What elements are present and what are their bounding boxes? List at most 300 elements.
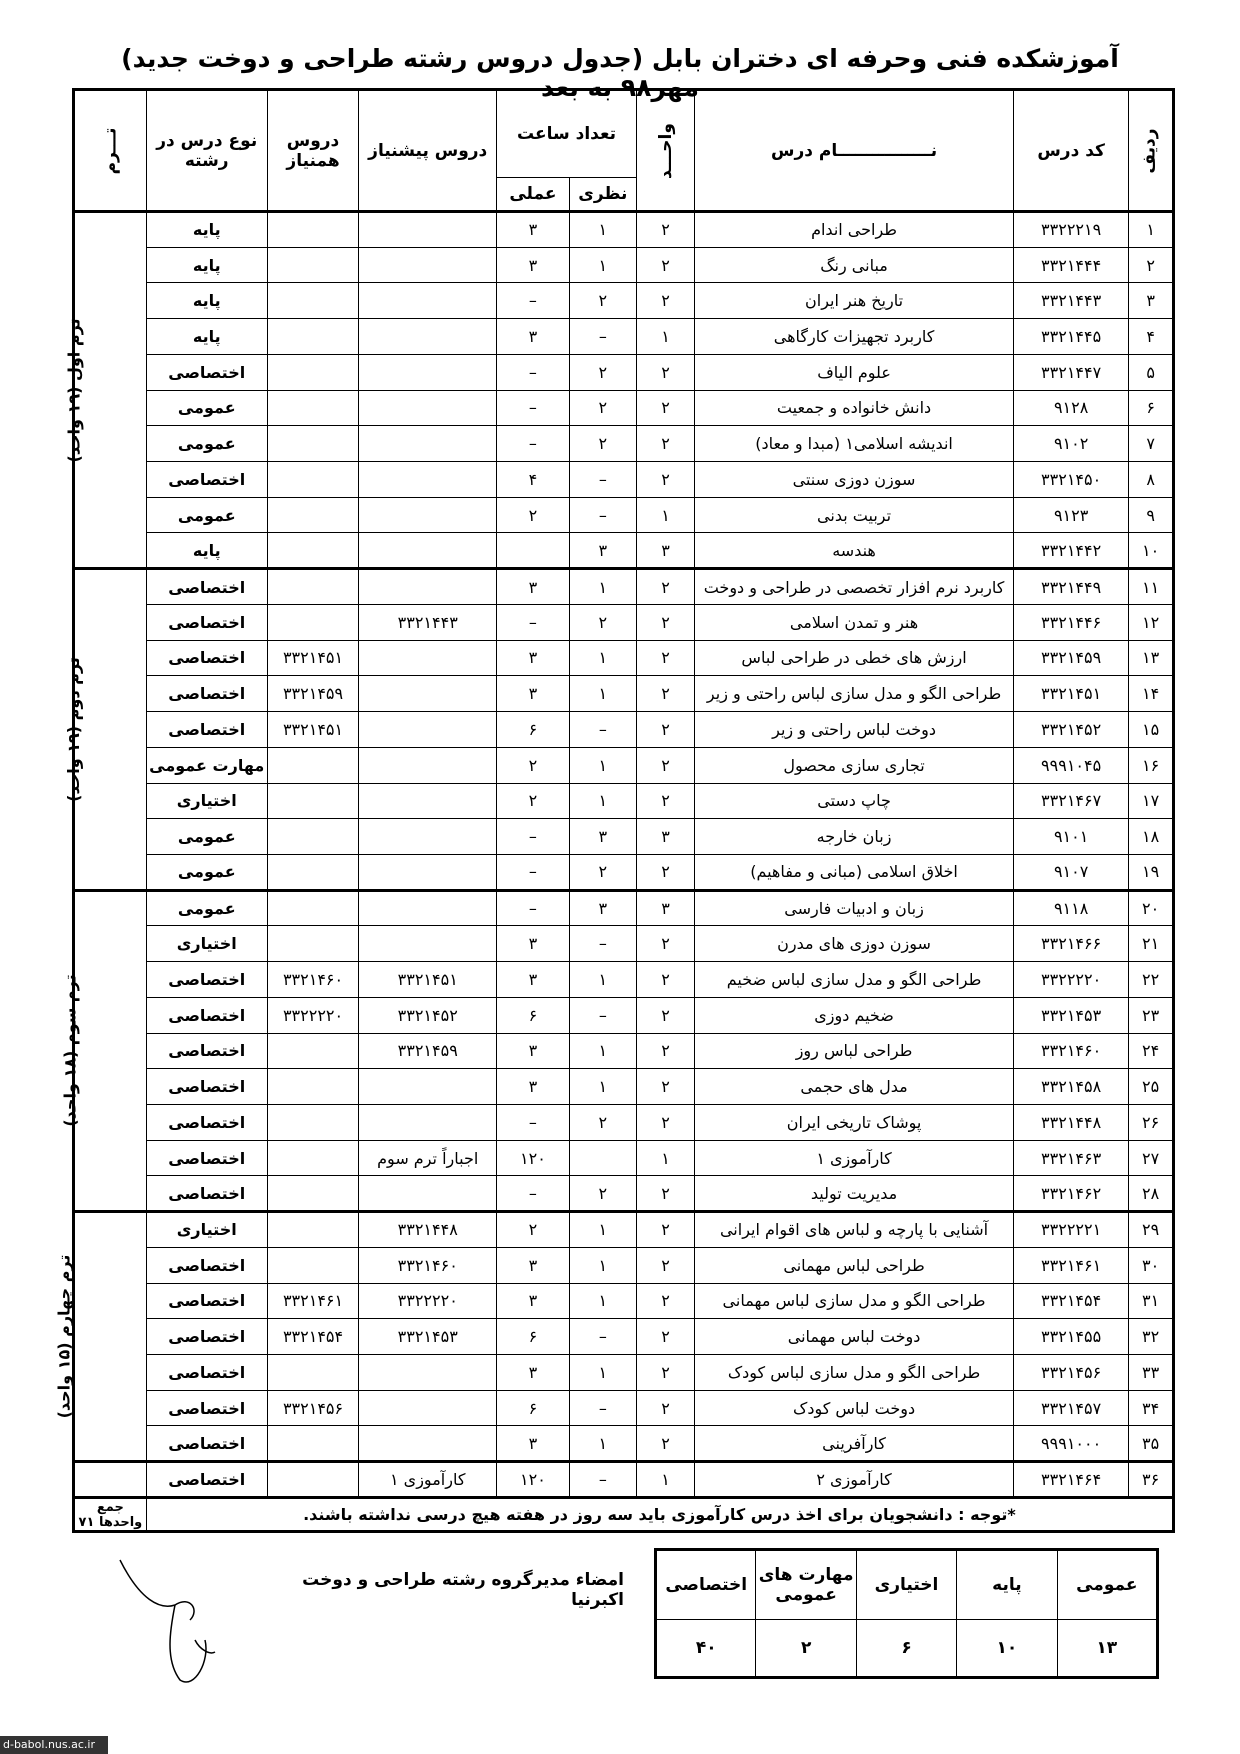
course-type: اختصاصی bbox=[146, 569, 267, 605]
units: ۳ bbox=[636, 819, 694, 855]
course-type: اختصاصی bbox=[146, 712, 267, 748]
row-number: ۲۵ bbox=[1129, 1069, 1174, 1105]
table-row bbox=[74, 712, 1174, 748]
prerequisite bbox=[359, 676, 497, 712]
course-type: اختصاصی bbox=[146, 1355, 267, 1391]
practical-hours: – bbox=[497, 426, 570, 462]
theory-hours: – bbox=[569, 997, 636, 1033]
practical-hours: ۳ bbox=[497, 319, 570, 355]
practical-hours: – bbox=[497, 819, 570, 855]
course-code: ۳۳۲۱۴۶۱ bbox=[1014, 1247, 1129, 1283]
theory-hours: ۳ bbox=[569, 890, 636, 926]
row-number: ۱۲ bbox=[1129, 604, 1174, 640]
semester-text: ترم دوم (۱۹ واحد) bbox=[63, 657, 83, 802]
corequisite bbox=[267, 1426, 359, 1462]
course-code: ۳۳۲۱۴۴۹ bbox=[1014, 569, 1129, 605]
practical-hours: ۲ bbox=[497, 783, 570, 819]
semester-label bbox=[74, 1462, 147, 1498]
course-code: ۳۳۲۱۴۵۵ bbox=[1014, 1319, 1129, 1355]
course-name: مبانی رنگ bbox=[695, 247, 1014, 283]
course-code: ۹۹۹۱۰۰۰ bbox=[1014, 1426, 1129, 1462]
units: ۲ bbox=[636, 212, 694, 248]
summary-label: پایه bbox=[957, 1550, 1057, 1620]
table-row bbox=[74, 319, 1174, 355]
table-row bbox=[74, 354, 1174, 390]
practical-hours: ۳ bbox=[497, 1247, 570, 1283]
prerequisite bbox=[359, 533, 497, 569]
course-type: عمومی bbox=[146, 426, 267, 462]
corequisite bbox=[267, 854, 359, 890]
row-number: ۹ bbox=[1129, 497, 1174, 533]
theory-hours: – bbox=[569, 319, 636, 355]
header-type: نوع درس در رشته bbox=[146, 90, 267, 212]
theory-hours: ۱ bbox=[569, 1212, 636, 1248]
row-number: ۳۶ bbox=[1129, 1462, 1174, 1498]
course-code: ۳۳۲۱۴۵۰ bbox=[1014, 462, 1129, 498]
semester-label bbox=[54, 1212, 147, 1462]
course-type: اختصاصی bbox=[146, 1319, 267, 1355]
prerequisite: اجباراً ترم سوم bbox=[359, 1140, 497, 1176]
row-number: ۲۹ bbox=[1129, 1212, 1174, 1248]
course-code: ۳۳۲۱۴۵۷ bbox=[1014, 1390, 1129, 1426]
table-row bbox=[74, 640, 1174, 676]
course-name: کاربرد تجهیزات کارگاهی bbox=[695, 319, 1014, 355]
theory-hours: – bbox=[569, 1319, 636, 1355]
units: ۲ bbox=[636, 1426, 694, 1462]
course-name: زبان خارجه bbox=[695, 819, 1014, 855]
prerequisite: ۳۳۲۱۴۵۲ bbox=[359, 997, 497, 1033]
corequisite bbox=[267, 462, 359, 498]
units: ۲ bbox=[636, 1176, 694, 1212]
course-name: کاربرد نرم افزار تخصصی در طراحی و دوخت bbox=[695, 569, 1014, 605]
practical-hours: ۳ bbox=[497, 962, 570, 998]
summary-table bbox=[654, 1548, 1159, 1679]
practical-hours: ۲ bbox=[497, 497, 570, 533]
prerequisite: کارآموزی ۱ bbox=[359, 1462, 497, 1498]
row-number: ۳۵ bbox=[1129, 1426, 1174, 1462]
units: ۲ bbox=[636, 854, 694, 890]
course-code: ۳۳۲۱۴۵۴ bbox=[1014, 1283, 1129, 1319]
course-type: اختصاصی bbox=[146, 1140, 267, 1176]
header-row-no: ردیف bbox=[1129, 90, 1174, 212]
theory-hours: ۱ bbox=[569, 212, 636, 248]
table-row bbox=[74, 1176, 1174, 1212]
theory-hours: ۱ bbox=[569, 962, 636, 998]
course-name: ضخیم دوزی bbox=[695, 997, 1014, 1033]
practical-hours: ۳ bbox=[497, 1033, 570, 1069]
theory-hours: ۱ bbox=[569, 1426, 636, 1462]
corequisite bbox=[267, 354, 359, 390]
course-code: ۹۹۹۱۰۴۵ bbox=[1014, 747, 1129, 783]
prerequisite: ۳۳۲۱۴۵۱ bbox=[359, 962, 497, 998]
course-type: عمومی bbox=[146, 497, 267, 533]
summary-label: عمومی bbox=[1057, 1550, 1157, 1620]
header-units: واحـــد bbox=[636, 90, 694, 212]
table-row bbox=[74, 1390, 1174, 1426]
corequisite bbox=[267, 604, 359, 640]
course-type: اختصاصی bbox=[146, 640, 267, 676]
units: ۲ bbox=[636, 390, 694, 426]
units: ۲ bbox=[636, 783, 694, 819]
semester-label bbox=[60, 890, 147, 1211]
table-row bbox=[74, 1247, 1174, 1283]
theory-hours: – bbox=[569, 712, 636, 748]
row-number: ۴ bbox=[1129, 319, 1174, 355]
prerequisite bbox=[359, 569, 497, 605]
row-number: ۱۹ bbox=[1129, 854, 1174, 890]
course-type: اختصاصی bbox=[146, 1104, 267, 1140]
row-number: ۱۵ bbox=[1129, 712, 1174, 748]
course-name: طراحی الگو و مدل سازی لباس کودک bbox=[695, 1355, 1014, 1391]
header-name: نــــــــــــــــام درس bbox=[695, 90, 1014, 212]
prerequisite bbox=[359, 1104, 497, 1140]
prerequisite bbox=[359, 1426, 497, 1462]
course-name: طراحی اندام bbox=[695, 212, 1014, 248]
practical-hours: ۶ bbox=[497, 997, 570, 1033]
prerequisite bbox=[359, 1069, 497, 1105]
theory-hours: ۲ bbox=[569, 604, 636, 640]
table-row bbox=[74, 1033, 1174, 1069]
practical-hours: ۶ bbox=[497, 712, 570, 748]
row-number: ۳۰ bbox=[1129, 1247, 1174, 1283]
table-row bbox=[74, 926, 1174, 962]
corequisite bbox=[267, 1355, 359, 1391]
prerequisite bbox=[359, 926, 497, 962]
practical-hours: ۳ bbox=[497, 1069, 570, 1105]
total-units: جمع واحدها ۷۱ bbox=[74, 1498, 147, 1532]
table-row bbox=[74, 533, 1174, 569]
table-row bbox=[74, 1355, 1174, 1391]
prerequisite bbox=[359, 854, 497, 890]
practical-hours: ۴ bbox=[497, 462, 570, 498]
theory-hours: ۱ bbox=[569, 640, 636, 676]
theory-hours: ۱ bbox=[569, 1283, 636, 1319]
row-number: ۱۶ bbox=[1129, 747, 1174, 783]
course-code: ۳۳۲۱۴۴۷ bbox=[1014, 354, 1129, 390]
corequisite bbox=[267, 569, 359, 605]
course-name: مدل های حجمی bbox=[695, 1069, 1014, 1105]
table-row bbox=[74, 1104, 1174, 1140]
course-code: ۳۳۲۱۴۶۰ bbox=[1014, 1033, 1129, 1069]
course-type: اختصاصی bbox=[146, 462, 267, 498]
theory-hours: ۲ bbox=[569, 1176, 636, 1212]
practical-hours: ۳ bbox=[497, 212, 570, 248]
theory-hours: ۱ bbox=[569, 783, 636, 819]
corequisite bbox=[267, 747, 359, 783]
course-name: دوخت لباس کودک bbox=[695, 1390, 1014, 1426]
corequisite bbox=[267, 1247, 359, 1283]
course-name: طراحی الگو و مدل سازی لباس مهمانی bbox=[695, 1283, 1014, 1319]
units: ۲ bbox=[636, 1033, 694, 1069]
practical-hours: – bbox=[497, 1104, 570, 1140]
course-code: ۳۳۲۲۲۲۰ bbox=[1014, 962, 1129, 998]
summary-value: ۱۳ bbox=[1057, 1620, 1157, 1678]
table-row bbox=[74, 604, 1174, 640]
course-type: اختصاصی bbox=[146, 1247, 267, 1283]
units: ۲ bbox=[636, 1283, 694, 1319]
prerequisite bbox=[359, 212, 497, 248]
note-text: *توجه : دانشجویان برای اخذ درس کارآموزی باید سه روز در هفته هیچ درسی نداشته باشند. bbox=[146, 1498, 1173, 1532]
theory-hours bbox=[569, 1140, 636, 1176]
units: ۲ bbox=[636, 1069, 694, 1105]
corequisite bbox=[267, 890, 359, 926]
course-code: ۹۱۰۲ bbox=[1014, 426, 1129, 462]
table-row bbox=[74, 426, 1174, 462]
table-row bbox=[74, 212, 1174, 248]
units: ۲ bbox=[636, 1212, 694, 1248]
corequisite bbox=[267, 1462, 359, 1498]
course-code: ۳۳۲۱۴۶۷ bbox=[1014, 783, 1129, 819]
practical-hours: – bbox=[497, 854, 570, 890]
course-type: اختیاری bbox=[146, 783, 267, 819]
course-type: اختصاصی bbox=[146, 354, 267, 390]
theory-hours: ۳ bbox=[569, 819, 636, 855]
course-name: سوزن دوزی های مدرن bbox=[695, 926, 1014, 962]
semester-text: ترم اول (۱۹ واحد) bbox=[64, 318, 84, 463]
table-row bbox=[74, 1426, 1174, 1462]
theory-hours: ۱ bbox=[569, 676, 636, 712]
table-row bbox=[74, 676, 1174, 712]
table-row bbox=[74, 1283, 1174, 1319]
table-row bbox=[74, 783, 1174, 819]
course-type: پایه bbox=[146, 319, 267, 355]
row-number: ۳۱ bbox=[1129, 1283, 1174, 1319]
course-type: اختصاصی bbox=[146, 1426, 267, 1462]
course-type: اختصاصی bbox=[146, 1033, 267, 1069]
course-name: زبان و ادبیات فارسی bbox=[695, 890, 1014, 926]
corequisite: ۳۳۲۲۲۲۰ bbox=[267, 997, 359, 1033]
prerequisite bbox=[359, 319, 497, 355]
corequisite bbox=[267, 212, 359, 248]
practical-hours: – bbox=[497, 390, 570, 426]
table-row bbox=[74, 1319, 1174, 1355]
units: ۲ bbox=[636, 1355, 694, 1391]
table-row bbox=[74, 497, 1174, 533]
course-type: پایه bbox=[146, 212, 267, 248]
theory-hours: – bbox=[569, 1462, 636, 1498]
practical-hours: ۳ bbox=[497, 640, 570, 676]
course-code: ۳۳۲۱۴۴۴ bbox=[1014, 247, 1129, 283]
practical-hours: – bbox=[497, 604, 570, 640]
prerequisite: ۳۳۲۱۴۴۸ bbox=[359, 1212, 497, 1248]
corequisite: ۳۳۲۱۴۵۹ bbox=[267, 676, 359, 712]
table-row bbox=[74, 462, 1174, 498]
row-number: ۷ bbox=[1129, 426, 1174, 462]
units: ۲ bbox=[636, 640, 694, 676]
corequisite: ۳۳۲۱۴۶۱ bbox=[267, 1283, 359, 1319]
summary-label: اختصاصی bbox=[656, 1550, 756, 1620]
corequisite bbox=[267, 819, 359, 855]
row-number: ۱۸ bbox=[1129, 819, 1174, 855]
course-type: اختصاصی bbox=[146, 997, 267, 1033]
summary-value: ۶ bbox=[856, 1620, 956, 1678]
course-name: طراحی الگو و مدل سازی لباس راحتی و زیر bbox=[695, 676, 1014, 712]
units: ۲ bbox=[636, 712, 694, 748]
table-row bbox=[74, 1462, 1174, 1498]
course-name: دانش خانواده و جمعیت bbox=[695, 390, 1014, 426]
course-name: کارآموزی ۲ bbox=[695, 1462, 1014, 1498]
summary-label: اختیاری bbox=[856, 1550, 956, 1620]
units: ۱ bbox=[636, 1140, 694, 1176]
corequisite: ۳۳۲۱۴۵۱ bbox=[267, 712, 359, 748]
prerequisite: ۳۳۲۱۴۵۹ bbox=[359, 1033, 497, 1069]
theory-hours: ۲ bbox=[569, 283, 636, 319]
units: ۲ bbox=[636, 354, 694, 390]
units: ۲ bbox=[636, 283, 694, 319]
course-code: ۳۳۲۲۲۲۱ bbox=[1014, 1212, 1129, 1248]
course-code: ۳۳۲۱۴۴۶ bbox=[1014, 604, 1129, 640]
row-number: ۳ bbox=[1129, 283, 1174, 319]
course-name: پوشاک تاریخی ایران bbox=[695, 1104, 1014, 1140]
row-number: ۲۱ bbox=[1129, 926, 1174, 962]
course-code: ۹۱۱۸ bbox=[1014, 890, 1129, 926]
course-type: عمومی bbox=[146, 854, 267, 890]
table-row bbox=[74, 1069, 1174, 1105]
row-number: ۸ bbox=[1129, 462, 1174, 498]
units: ۳ bbox=[636, 533, 694, 569]
course-type: عمومی bbox=[146, 390, 267, 426]
corequisite bbox=[267, 247, 359, 283]
prerequisite bbox=[359, 247, 497, 283]
corequisite: ۳۳۲۱۴۵۱ bbox=[267, 640, 359, 676]
course-name: طراحی لباس مهمانی bbox=[695, 1247, 1014, 1283]
footer-logo[interactable]: d-babol.nus.ac.ir bbox=[0, 1736, 108, 1754]
row-number: ۲۶ bbox=[1129, 1104, 1174, 1140]
units: ۳ bbox=[636, 890, 694, 926]
course-name: ارزش های خطی در طراحی لباس bbox=[695, 640, 1014, 676]
practical-hours: ۲ bbox=[497, 747, 570, 783]
theory-hours: ۱ bbox=[569, 747, 636, 783]
corequisite bbox=[267, 1140, 359, 1176]
course-code: ۹۱۰۷ bbox=[1014, 854, 1129, 890]
course-code: ۳۳۲۲۲۱۹ bbox=[1014, 212, 1129, 248]
practical-hours: ۲ bbox=[497, 1212, 570, 1248]
practical-hours: ۱۲۰ bbox=[497, 1140, 570, 1176]
units: ۲ bbox=[636, 462, 694, 498]
header-term: تـــرم bbox=[74, 90, 147, 212]
row-number: ۱۱ bbox=[1129, 569, 1174, 605]
practical-hours: – bbox=[497, 890, 570, 926]
course-type: اختصاصی bbox=[146, 1283, 267, 1319]
course-name: چاپ دستی bbox=[695, 783, 1014, 819]
theory-hours: ۱ bbox=[569, 247, 636, 283]
units: ۲ bbox=[636, 997, 694, 1033]
course-name: تربیت بدنی bbox=[695, 497, 1014, 533]
course-code: ۳۳۲۱۴۴۸ bbox=[1014, 1104, 1129, 1140]
semester-text: ترم چهارم (۱۵ واحد) bbox=[54, 1254, 74, 1419]
practical-hours: – bbox=[497, 1176, 570, 1212]
theory-hours: ۱ bbox=[569, 1069, 636, 1105]
course-code: ۳۳۲۱۴۴۲ bbox=[1014, 533, 1129, 569]
course-type: اختصاصی bbox=[146, 1176, 267, 1212]
row-number: ۲۴ bbox=[1129, 1033, 1174, 1069]
signature-label: امضاء مدیرگروه رشته طراحی و دوخت اکبرنیا bbox=[302, 1570, 624, 1610]
units: ۲ bbox=[636, 1104, 694, 1140]
table-row bbox=[74, 569, 1174, 605]
course-type: اختصاصی bbox=[146, 604, 267, 640]
row-number: ۲ bbox=[1129, 247, 1174, 283]
course-name: تاریخ هنر ایران bbox=[695, 283, 1014, 319]
row-number: ۳۳ bbox=[1129, 1355, 1174, 1391]
theory-hours: – bbox=[569, 1390, 636, 1426]
course-type: عمومی bbox=[146, 890, 267, 926]
course-name: هندسه bbox=[695, 533, 1014, 569]
units: ۱ bbox=[636, 497, 694, 533]
practical-hours: – bbox=[497, 354, 570, 390]
course-name: کارآموزی ۱ bbox=[695, 1140, 1014, 1176]
table-row bbox=[74, 390, 1174, 426]
corequisite: ۳۳۲۱۴۶۰ bbox=[267, 962, 359, 998]
units: ۱ bbox=[636, 319, 694, 355]
units: ۲ bbox=[636, 426, 694, 462]
course-name: آشنایی با پارچه و لباس های اقوام ایرانی bbox=[695, 1212, 1014, 1248]
theory-hours: ۲ bbox=[569, 426, 636, 462]
row-number: ۱۰ bbox=[1129, 533, 1174, 569]
course-type: اختصاصی bbox=[146, 1462, 267, 1498]
corequisite bbox=[267, 426, 359, 462]
course-type: پایه bbox=[146, 283, 267, 319]
course-code: ۳۳۲۱۴۵۳ bbox=[1014, 997, 1129, 1033]
row-number: ۲۷ bbox=[1129, 1140, 1174, 1176]
row-number: ۳۲ bbox=[1129, 1319, 1174, 1355]
semester-text: ترم سوم (۱۸ واحد) bbox=[60, 974, 80, 1128]
course-type: عمومی bbox=[146, 819, 267, 855]
corequisite: ۳۳۲۱۴۵۴ bbox=[267, 1319, 359, 1355]
practical-hours: ۶ bbox=[497, 1390, 570, 1426]
corequisite bbox=[267, 1212, 359, 1248]
course-name: دوخت لباس راحتی و زیر bbox=[695, 712, 1014, 748]
row-number: ۱ bbox=[1129, 212, 1174, 248]
course-name: طراحی لباس روز bbox=[695, 1033, 1014, 1069]
units: ۲ bbox=[636, 247, 694, 283]
theory-hours: – bbox=[569, 926, 636, 962]
theory-hours: ۳ bbox=[569, 533, 636, 569]
course-code: ۳۳۲۱۴۴۳ bbox=[1014, 283, 1129, 319]
practical-hours: ۳ bbox=[497, 1426, 570, 1462]
corequisite bbox=[267, 926, 359, 962]
course-type: اختیاری bbox=[146, 1212, 267, 1248]
theory-hours: ۲ bbox=[569, 854, 636, 890]
prerequisite bbox=[359, 1355, 497, 1391]
theory-hours: ۱ bbox=[569, 1355, 636, 1391]
course-code: ۳۳۲۱۴۶۲ bbox=[1014, 1176, 1129, 1212]
prerequisite bbox=[359, 462, 497, 498]
units: ۲ bbox=[636, 676, 694, 712]
theory-hours: ۲ bbox=[569, 354, 636, 390]
row-number: ۲۲ bbox=[1129, 962, 1174, 998]
theory-hours: – bbox=[569, 462, 636, 498]
table-row bbox=[74, 1140, 1174, 1176]
header-hours: تعداد ساعت bbox=[497, 90, 637, 178]
prerequisite: ۳۳۲۱۴۶۰ bbox=[359, 1247, 497, 1283]
practical-hours: ۱۲۰ bbox=[497, 1462, 570, 1498]
course-type: اختصاصی bbox=[146, 962, 267, 998]
course-code: ۳۳۲۱۴۵۸ bbox=[1014, 1069, 1129, 1105]
corequisite bbox=[267, 1104, 359, 1140]
row-number: ۱۳ bbox=[1129, 640, 1174, 676]
summary-value: ۴۰ bbox=[656, 1620, 756, 1678]
table-row bbox=[74, 854, 1174, 890]
corequisite bbox=[267, 1176, 359, 1212]
theory-hours: – bbox=[569, 497, 636, 533]
practical-hours: – bbox=[497, 283, 570, 319]
practical-hours: ۳ bbox=[497, 247, 570, 283]
theory-hours: ۱ bbox=[569, 1247, 636, 1283]
corequisite bbox=[267, 783, 359, 819]
course-name: طراحی الگو و مدل سازی لباس ضخیم bbox=[695, 962, 1014, 998]
signature-image bbox=[100, 1540, 250, 1690]
practical-hours: ۳ bbox=[497, 676, 570, 712]
